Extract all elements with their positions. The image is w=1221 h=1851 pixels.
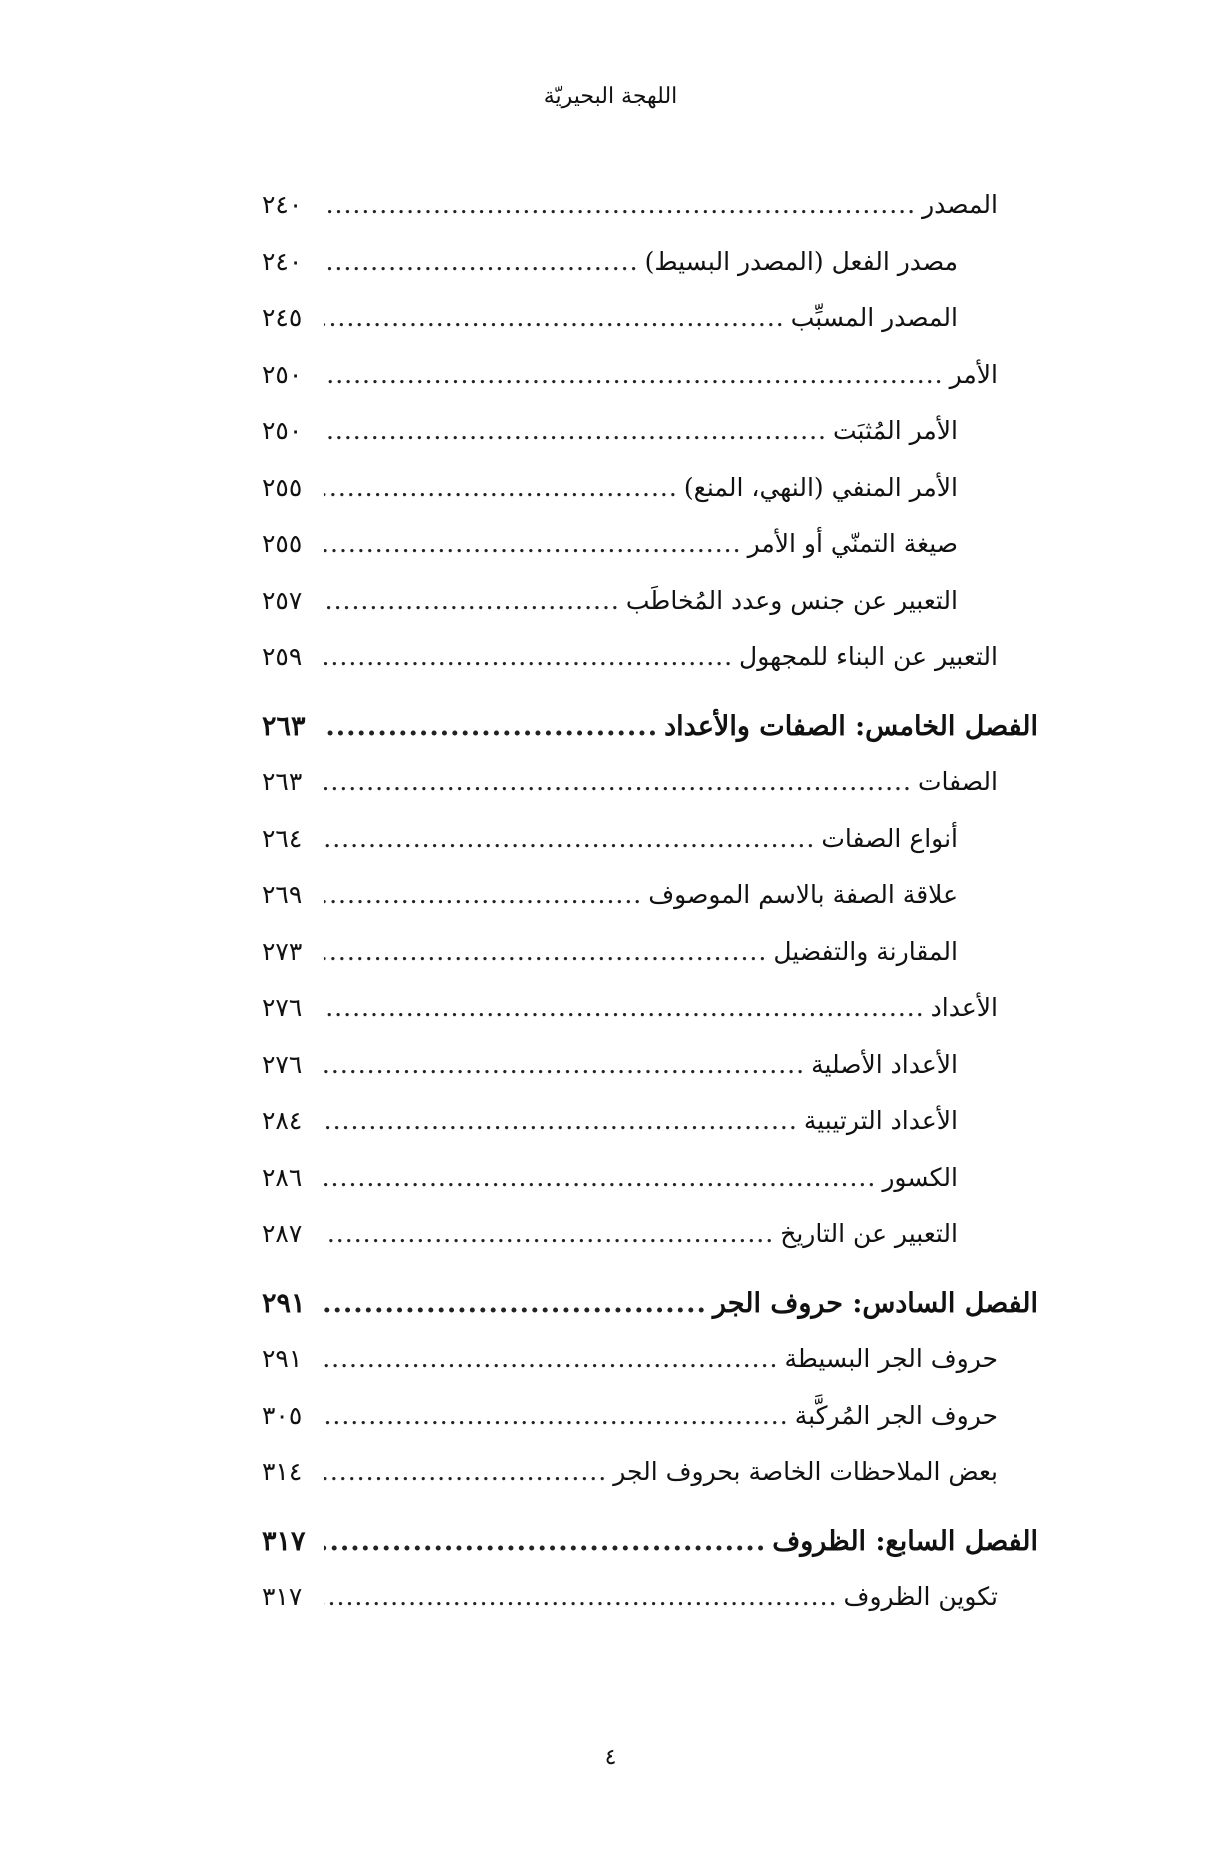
toc-entry-title: الأمر المُثبَت xyxy=(833,416,958,445)
dot-leader xyxy=(324,529,742,558)
toc-entry-title: التعبير عن التاريخ xyxy=(780,1219,958,1248)
toc-entry-title: الأعداد الترتيبية xyxy=(803,1106,958,1135)
toc-entry-page: ٣٠٥ xyxy=(262,1400,303,1430)
toc-entry-title: الكسور xyxy=(882,1162,958,1192)
toc-entry xyxy=(262,993,1038,1050)
toc-entry-page: ٢٧٦ xyxy=(262,1049,303,1079)
toc-entry xyxy=(262,1050,1038,1107)
toc-entry-title: المصدر المسبِّب xyxy=(790,303,958,332)
toc-entry xyxy=(262,824,1038,881)
toc-entry-page: ٢٨٧ xyxy=(262,1219,303,1248)
running-header: اللهجة البحيريّة xyxy=(543,84,678,109)
toc-entry-page: ٢٥٥ xyxy=(262,529,303,558)
toc-entry-page: ٣١٧ xyxy=(262,1525,306,1557)
toc-entry xyxy=(262,416,1038,473)
dot-leader xyxy=(324,880,642,909)
toc-entry xyxy=(262,529,1038,586)
toc-entry xyxy=(262,1582,1038,1639)
dot-leader xyxy=(324,190,916,219)
toc-entry xyxy=(262,880,1038,937)
toc-entry-title: الفصل السابع: الظروف xyxy=(772,1525,1038,1557)
toc-entry-title: الفصل الخامس: الصفات والأعداد xyxy=(664,710,1038,742)
toc-entry-page: ٢٤٥ xyxy=(262,303,303,332)
toc-entry-page: ٢٦٩ xyxy=(262,880,303,909)
toc-entry-page: ٢٩١ xyxy=(262,1287,306,1319)
dot-leader xyxy=(324,767,912,796)
toc-entry-title: صيغة التمنّي أو الأمر xyxy=(747,529,958,558)
dot-leader xyxy=(324,1526,766,1557)
toc-entry-title: أنواع الصفات xyxy=(821,823,958,853)
toc-entry-title: الأعداد الأصلية xyxy=(811,1049,958,1079)
toc-entry-page: ٢٧٣ xyxy=(262,936,303,966)
toc-entry-page: ٢٨٦ xyxy=(262,1162,303,1192)
toc-entry-page: ٢٩١ xyxy=(262,1344,303,1373)
toc-entry-page: ٢٦٣ xyxy=(262,767,303,796)
toc-entry-title: الصفات xyxy=(917,767,998,796)
dot-leader xyxy=(324,937,767,966)
dot-leader xyxy=(324,473,678,502)
toc-entry xyxy=(262,1163,1038,1220)
toc-entry-title: الأمر المنفي (النهي، المنع) xyxy=(683,472,958,502)
dot-leader xyxy=(324,711,658,742)
toc-entry-title: الأعداد xyxy=(930,993,998,1022)
dot-leader xyxy=(324,360,944,389)
dot-leader xyxy=(324,1106,798,1135)
dot-leader xyxy=(324,1050,805,1079)
dot-leader xyxy=(324,586,620,615)
toc-entry-title: الأمر xyxy=(949,359,998,389)
dot-leader xyxy=(324,416,827,445)
dot-leader xyxy=(324,303,785,332)
toc-entry-page: ٢٥٠ xyxy=(262,416,303,445)
toc-entry-page: ٢٥٩ xyxy=(262,642,303,671)
toc-entry xyxy=(262,1401,1038,1458)
toc-entry-page: ٢٦٣ xyxy=(262,710,306,742)
toc-entry xyxy=(262,1344,1038,1401)
toc-entry xyxy=(262,247,1038,304)
dot-leader xyxy=(324,1344,779,1373)
toc-entry-page: ٢٤٠ xyxy=(262,246,303,276)
toc-entry-title: علاقة الصفة بالاسم الموصوف xyxy=(648,880,958,909)
dot-leader xyxy=(324,247,639,276)
table-of-contents xyxy=(262,190,1038,1639)
toc-entry xyxy=(262,586,1038,643)
toc-entry-page: ٢٥٥ xyxy=(262,472,303,502)
toc-entry-title: بعض الملاحظات الخاصة بحروف الجر xyxy=(613,1457,998,1486)
toc-entry-page: ٢٦٤ xyxy=(262,823,303,853)
toc-entry-title: المقارنة والتفضيل xyxy=(773,936,958,966)
toc-entry-page: ٣١٤ xyxy=(262,1457,303,1486)
toc-entry-page: ٢٨٤ xyxy=(262,1106,303,1135)
toc-entry-title: حروف الجر المُركَّبة xyxy=(794,1400,998,1430)
toc-entry-page: ٢٥٠ xyxy=(262,359,303,389)
toc-entry xyxy=(262,360,1038,417)
dot-leader xyxy=(324,1457,607,1486)
dot-leader xyxy=(324,1582,838,1611)
toc-chapter-heading xyxy=(262,711,1038,768)
toc-entry-title: الفصل السادس: حروف الجر xyxy=(712,1287,1038,1319)
toc-entry xyxy=(262,767,1038,824)
toc-entry xyxy=(262,190,1038,247)
toc-entry-title: التعبير عن البناء للمجهول xyxy=(739,642,998,671)
toc-entry xyxy=(262,642,1038,699)
dot-leader xyxy=(324,1401,789,1430)
dot-leader xyxy=(324,824,815,853)
dot-leader xyxy=(324,1288,707,1319)
toc-entry-title: حروف الجر البسيطة xyxy=(784,1344,998,1373)
toc-entry-page: ٣١٧ xyxy=(262,1582,303,1611)
toc-entry xyxy=(262,303,1038,360)
toc-entry xyxy=(262,473,1038,530)
toc-entry xyxy=(262,1457,1038,1514)
dot-leader xyxy=(324,993,925,1022)
toc-entry-title: التعبير عن جنس وعدد المُخاطَب xyxy=(625,585,958,615)
toc-entry-page: ٢٤٠ xyxy=(262,190,303,219)
toc-chapter-heading xyxy=(262,1526,1038,1583)
toc-chapter-heading xyxy=(262,1288,1038,1345)
toc-entry xyxy=(262,1219,1038,1276)
page-number: ٤ xyxy=(604,1745,617,1770)
toc-entry-title: مصدر الفعل (المصدر البسيط) xyxy=(644,246,958,276)
dot-leader xyxy=(324,1219,774,1248)
toc-entry-page: ٢٥٧ xyxy=(262,585,303,615)
dot-leader xyxy=(324,642,733,671)
toc-entry-title: تكوين الظروف xyxy=(843,1582,998,1611)
dot-leader xyxy=(324,1163,876,1192)
toc-entry-title: المصدر xyxy=(922,190,998,219)
toc-entry xyxy=(262,937,1038,994)
toc-entry xyxy=(262,1106,1038,1163)
toc-entry-page: ٢٧٦ xyxy=(262,993,303,1022)
